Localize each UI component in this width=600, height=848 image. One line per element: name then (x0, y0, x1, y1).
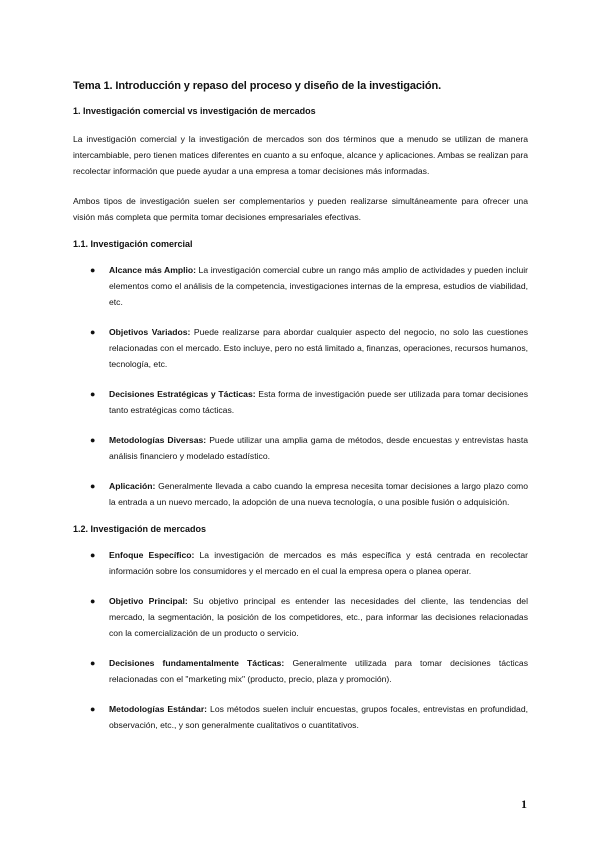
list-item (73, 478, 528, 510)
page-number: 1 (521, 797, 527, 811)
item-text: La investigación comercial cubre un rango más amplio de actividades y pueden incluir elementos como el análisis de la competencia, investigaciones internas de la empresa, estudios de viabilidad, etc. (109, 265, 529, 307)
item-text: La investigación de mercados es más específica y está centrada en recolectar información sobre los consumidores y el mercado en el cual la empresa opera o planea operar. (109, 550, 528, 576)
subsection-heading-mercados: 1.2. Investigación de mercados (73, 524, 207, 534)
item-term: Objetivos Variados: (109, 327, 191, 337)
list-item (73, 701, 528, 733)
bullet-icon: ● (90, 596, 96, 606)
item-term: Decisiones Estratégicas y Tácticas: (109, 389, 256, 399)
bullet-list-mercados (73, 547, 528, 733)
bullet-icon: ● (90, 550, 96, 560)
item-term: Enfoque Específico: (109, 550, 195, 560)
item-term: Decisiones fundamentalmente Tácticas: (109, 658, 285, 668)
bullet-icon: ● (90, 481, 96, 491)
item-text: Los métodos suelen incluir encuestas, grupos focales, entrevistas en profundidad, observación, etc., y son generalmente cualitativos o cuantitativos. (109, 704, 528, 730)
list-item (73, 655, 528, 687)
page-title: Tema 1. Introducción y repaso del proceso y diseño de la investigación. (73, 80, 442, 92)
complement-paragraph: Ambos tipos de investigación suelen ser complementarios y pueden realizarse simultáneamente para ofrecer una visión más completa que permita tomar decisiones empresariales efectivas. (73, 196, 528, 222)
item-term: Objetivo Principal: (109, 596, 188, 606)
item-term: Aplicación: (109, 481, 156, 491)
item-text: Esta forma de investigación puede ser utilizada para tomar decisiones tanto estratégicas como tácticas. (109, 389, 528, 415)
list-item (73, 386, 528, 418)
item-text: Su objetivo principal es entender las necesidades del cliente, las tendencias del mercado, la segmentación, la posición de los competidores, etc., para informar las decisiones relacionadas con la comercialización de un producto o servicio. (109, 596, 528, 638)
list-item (73, 432, 528, 464)
bullet-list-comercial (73, 262, 528, 510)
item-term: Metodologías Estándar: (109, 704, 208, 714)
intro-paragraph: La investigación comercial y la investigación de mercados son dos términos que a menudo se utilizan de manera intercambiable, pero tienen matices diferentes en cuanto a su enfoque, alcance y aplicaciones. Ambas se realizan para recolectar información que puede ayudar a una empresa a tomar decisiones más informadas. (73, 134, 528, 176)
bullet-icon: ● (90, 658, 96, 668)
list-item (73, 324, 528, 372)
section-heading: 1. Investigación comercial vs investigación de mercados (73, 106, 316, 116)
bullet-icon: ● (90, 704, 96, 714)
item-term: Metodologías Diversas: (109, 435, 207, 445)
item-text: Puede realizarse para abordar cualquier aspecto del negocio, no solo las cuestiones relacionadas con el mercado. Esto incluye, pero no está limitado a, finanzas, operaciones, recursos humanos, tecnología, etc. (109, 327, 528, 369)
list-item (73, 547, 528, 579)
bullet-icon: ● (90, 265, 96, 275)
bullet-icon: ● (90, 327, 96, 337)
bullet-icon: ● (90, 435, 96, 445)
subsection-heading-comercial: 1.1. Investigación comercial (73, 239, 193, 249)
item-term: Alcance más Amplio: (109, 265, 196, 275)
bullet-icon: ● (90, 389, 96, 399)
item-text: Generalmente utilizada para tomar decisiones tácticas relacionadas con el "marketing mix" (producto, precio, plaza y promoción). (109, 658, 528, 684)
list-item (73, 262, 528, 310)
item-text: Puede utilizar una amplia gama de métodos, desde encuestas y entrevistas hasta análisis financiero y modelado estadístico. (109, 435, 529, 461)
item-text: Generalmente llevada a cabo cuando la empresa necesita tomar decisiones a largo plazo como la entrada a un nuevo mercado, la adopción de una nueva tecnología, o una posible fusión o adquisición. (109, 481, 528, 507)
list-item (73, 593, 528, 641)
